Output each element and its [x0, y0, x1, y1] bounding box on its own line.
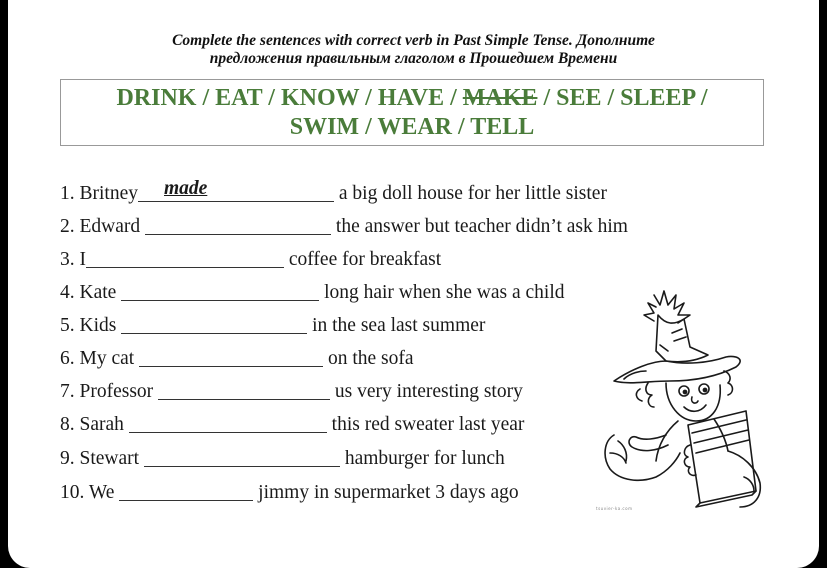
word-wear: WEAR: [377, 114, 452, 140]
sentence-rest: a big doll house for her little sister: [338, 183, 607, 204]
sentence-subject: Kate: [79, 282, 117, 303]
sentence-2: [60, 211, 628, 239]
instructions-line-2: предложения правильным глаголом в Прошедшем Времени: [209, 50, 618, 67]
sentence-number: 9.: [60, 448, 75, 469]
sentence-rest: coffee for breakfast: [288, 249, 442, 270]
sentence-number: 6.: [60, 348, 75, 369]
word-see: SEE: [556, 85, 602, 111]
sentence-subject: Kids: [79, 315, 117, 336]
sentence-subject: Britney: [79, 183, 138, 204]
sentence-7: [60, 376, 523, 404]
sentence-rest: this red sweater last year: [331, 414, 525, 435]
sentence-rest: the answer but teacher didn’t ask him: [335, 216, 628, 237]
sentence-rest: us very interesting story: [334, 381, 523, 402]
answer-blank[interactable]: [144, 446, 340, 467]
word-know: KNOW: [280, 85, 360, 111]
sentence-8: [60, 409, 524, 437]
sentence-number: 7.: [60, 381, 75, 402]
sentence-3: [60, 244, 441, 272]
sentence-rest: on the sofa: [327, 348, 414, 369]
separator: /: [262, 85, 281, 111]
sentence-subject: Edward: [79, 216, 141, 237]
instructions: [8, 32, 819, 68]
word-eat: EAT: [215, 85, 263, 111]
answer-blank[interactable]: [139, 346, 323, 367]
separator: /: [359, 85, 378, 111]
sentence-number: 3.: [60, 249, 75, 270]
sentence-9: [60, 443, 505, 471]
word-have: HAVE: [377, 85, 445, 111]
sentence-4: [60, 277, 565, 305]
word-tell: TELL: [470, 114, 535, 140]
sentence-subject: Professor: [79, 381, 154, 402]
word-sleep: SLEEP: [620, 85, 695, 111]
sentence-rest: long hair when she was a child: [324, 282, 565, 303]
answer-blank[interactable]: [138, 178, 334, 202]
answer-blank[interactable]: [158, 379, 330, 400]
sentence-number: 1.: [60, 183, 75, 204]
sentence-number: 4.: [60, 282, 75, 303]
sentence-subject: We: [88, 482, 115, 503]
sentence-subject: I: [79, 249, 86, 270]
sentence-subject: Sarah: [79, 414, 124, 435]
sentence-1: [60, 178, 607, 206]
separator: /: [451, 114, 471, 140]
separator: /: [444, 85, 463, 111]
cartoon-child-reading-icon: [596, 285, 768, 513]
answer-blank[interactable]: [86, 247, 284, 268]
worksheet-page: [8, 0, 819, 568]
instructions-line-1: Complete the sentences with correct verb in Past Simple Tense. Дополните: [172, 32, 655, 49]
answer-blank[interactable]: [119, 480, 253, 501]
sentence-10: [60, 477, 519, 505]
sentence-number: 2.: [60, 216, 75, 237]
answer-blank[interactable]: [121, 280, 319, 301]
illustration-credit: tsuvier-ka.com: [596, 506, 633, 511]
sentence-rest: in the sea last summer: [312, 315, 486, 336]
word-swim: SWIM: [289, 114, 360, 140]
word-make-crossed-out: MAKE: [462, 85, 538, 111]
answer-blank[interactable]: [129, 412, 327, 433]
sentence-subject: My cat: [79, 348, 135, 369]
answer-blank[interactable]: [121, 313, 307, 334]
sentence-number: 5.: [60, 315, 75, 336]
sentence-5: [60, 310, 485, 338]
separator: /: [601, 85, 621, 111]
separator: /: [359, 114, 378, 140]
separator: /: [537, 85, 557, 111]
word-bank: [60, 79, 764, 146]
sentence-6: [60, 343, 414, 371]
sentence-subject: Stewart: [79, 448, 140, 469]
separator: /: [196, 85, 216, 111]
answer-blank[interactable]: [145, 214, 331, 235]
sentence-rest: jimmy in supermarket 3 days ago: [258, 482, 519, 503]
trailing-slash: /: [694, 85, 708, 111]
sentence-rest: hamburger for lunch: [344, 448, 505, 469]
sentence-number: 8.: [60, 414, 75, 435]
sentence-number: 10.: [60, 482, 85, 503]
answer-text: made: [164, 178, 208, 199]
word-drink: DRINK: [116, 85, 197, 111]
